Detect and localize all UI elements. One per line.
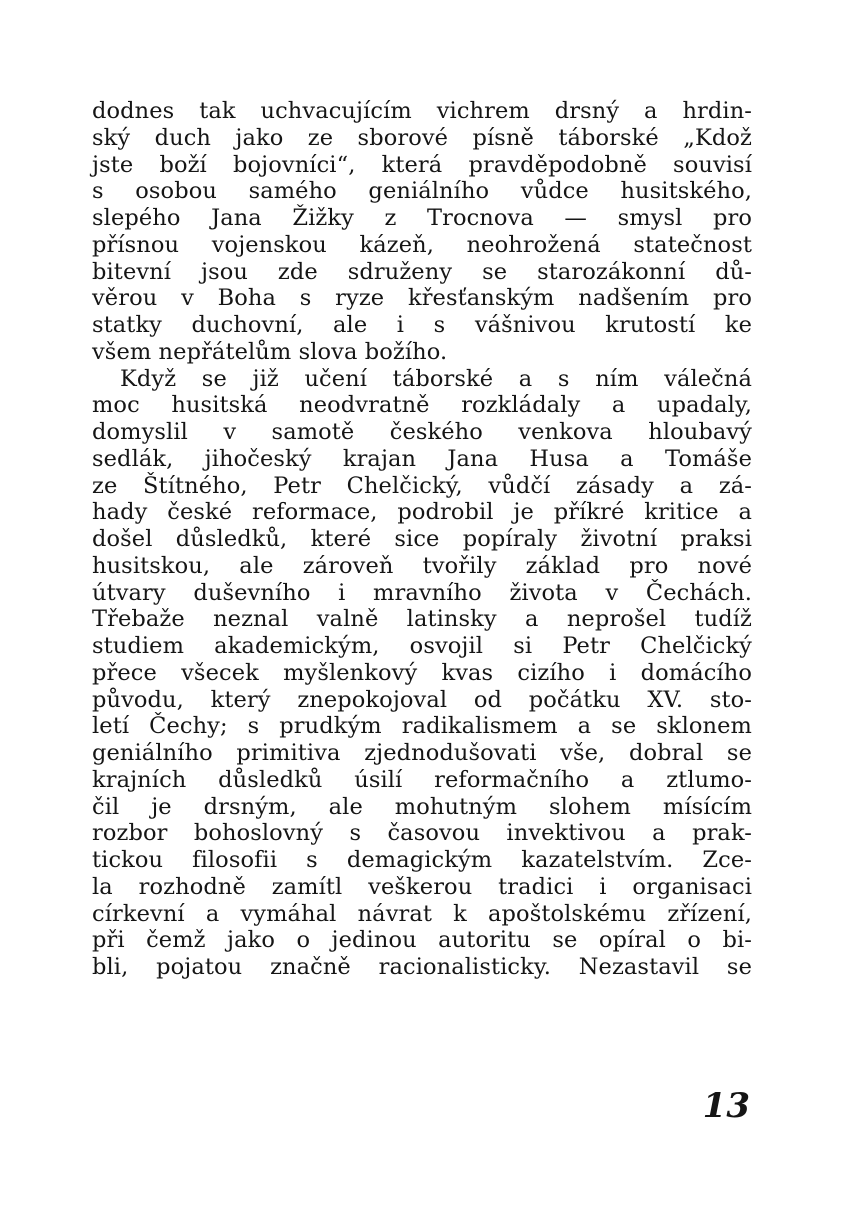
text-line: dodnes tak uchvacujícím vichrem drsný a hrdin- [92, 98, 752, 124]
paragraph [92, 366, 752, 981]
text-line: ze Štítného, Petr Chelčický, vůdčí zásady a zá- [92, 472, 752, 499]
text-line: věrou v Boha s ryze křesťanským nadšením pro [92, 285, 752, 312]
text-line: s osobou samého geniálního vůdce husitského, [92, 178, 752, 205]
text-line: jste boží bojovníci“, která pravděpodobně souvisí [92, 151, 752, 178]
text-line: bitevní jsou zde sdruženy se starozákonní dů- [92, 258, 752, 285]
text-line: domyslil v samotě českého venkova hloubavý [92, 419, 752, 445]
text-line: útvary duševního i mravního života v Čechách. [92, 579, 752, 606]
text-line: všem nepřátelům slova božího. [92, 338, 448, 365]
text-line: letí Čechy; s prudkým radikalismem a se sklonem [92, 713, 752, 740]
text-line: krajních důsledků úsilí reformačního a ztlumo- [92, 766, 752, 793]
text-line: sedlák, jihočeský krajan Jana Husa a Tomáše [92, 445, 752, 472]
text-line: la rozhodně zamítl veškerou tradici i organisaci [92, 873, 752, 900]
text-line: původu, který znepokojoval od počátku XV. sto- [92, 686, 752, 713]
text-line: studiem akademickým, osvojil si Petr Chelčický [92, 633, 752, 659]
text-line: při čemž jako o jedinou autoritu se opíral o bi- [92, 927, 752, 954]
text-line: bli, pojatou značně racionalisticky. Nezastavil se [92, 954, 752, 980]
paragraph [92, 98, 752, 366]
text-line: husitskou, ale zároveň tvořily základ pro nové [92, 552, 752, 579]
page-number: 13 [702, 1086, 750, 1126]
text-line: geniálního primitiva zjednodušovati vše, dobral se [92, 740, 752, 766]
text-line: moc husitská neodvratně rozkládaly a upadaly, [92, 392, 752, 419]
text-line: církevní a vymáhal návrat k apoštolskému zřízení, [92, 900, 752, 927]
text-line: hady české reformace, podrobil je příkré kritice a [92, 499, 752, 526]
text-line: ský duch jako ze sborové písně táborské „Kdož [92, 124, 752, 151]
text-line: čil je drsným, ale mohutným slohem mísícím [92, 793, 752, 820]
text-line: přece všecek myšlenkový kvas cizího i domácího [92, 659, 752, 686]
text-line: statky duchovní, ale i s vášnivou krutostí ke [92, 312, 752, 338]
text-line: Když se již učení táborské a s ním válečná [120, 365, 752, 392]
text-line: přísnou vojenskou kázeň, neohrožená statečnost [92, 231, 752, 258]
text-line: slepého Jana Žižky z Trocnova — smysl pro [92, 205, 752, 231]
text-line: Třebaže neznal valně latinsky a neprošel tudíž [92, 606, 752, 633]
body-text [92, 98, 752, 981]
text-line: rozbor bohoslovný s časovou invektivou a prak- [92, 820, 752, 847]
text-line: tickou filosofii s demagickým kazatelstvím. Zce- [92, 847, 752, 873]
text-line: došel důsledků, které sice popíraly životní praksi [92, 526, 752, 552]
